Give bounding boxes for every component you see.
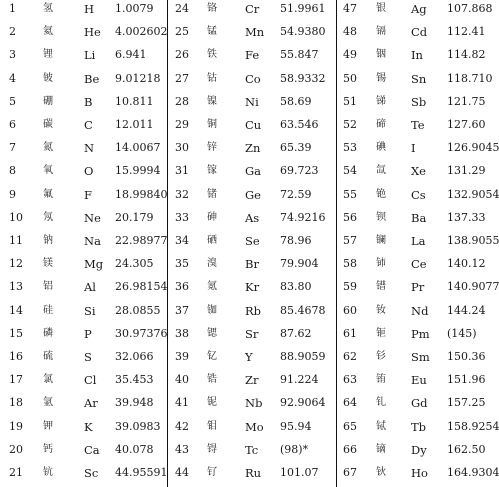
atomic-number: 3 bbox=[9, 48, 16, 62]
atomic-number: 57 bbox=[343, 234, 357, 247]
element-symbol: Tb bbox=[411, 419, 427, 434]
atomic-number: 8 bbox=[9, 164, 16, 178]
element-symbol: Ca bbox=[84, 442, 100, 457]
atomic-mass: 18.99840 bbox=[115, 187, 168, 201]
element-symbol: Te bbox=[411, 118, 425, 132]
atomic-number: 53 bbox=[343, 141, 357, 155]
element-name: 钆 bbox=[376, 397, 386, 409]
element-name: 氧 bbox=[43, 165, 53, 177]
element-name: 锂 bbox=[43, 49, 53, 61]
atomic-mass: 54.9380 bbox=[280, 25, 326, 39]
atomic-mass: 157.25 bbox=[447, 396, 486, 410]
element-symbol: Nd bbox=[411, 303, 429, 318]
element-name: 钾 bbox=[43, 420, 53, 432]
atomic-mass: 127.60 bbox=[447, 118, 486, 131]
column-divider bbox=[336, 0, 337, 487]
atomic-mass: 79.904 bbox=[280, 257, 319, 271]
element-name: 铜 bbox=[207, 119, 217, 130]
atomic-mass: 131.29 bbox=[447, 164, 486, 178]
element-symbol: Dy bbox=[411, 442, 427, 457]
atomic-mass: 65.39 bbox=[280, 141, 312, 155]
element-symbol: Sc bbox=[84, 466, 99, 480]
element-name: 镁 bbox=[43, 258, 53, 270]
element-symbol: Y bbox=[245, 350, 253, 364]
element-name: 钙 bbox=[43, 443, 53, 455]
atomic-number: 61 bbox=[343, 326, 357, 340]
atomic-number: 41 bbox=[175, 396, 189, 410]
atomic-number: 20 bbox=[9, 442, 23, 456]
element-name: 氩 bbox=[43, 397, 53, 409]
atomic-mass: 74.9216 bbox=[280, 210, 326, 224]
element-symbol: Ho bbox=[411, 466, 428, 480]
atomic-number: 10 bbox=[9, 210, 23, 224]
atomic-mass: 87.62 bbox=[280, 326, 312, 340]
element-symbol: Ga bbox=[245, 164, 262, 179]
element-symbol: H bbox=[84, 2, 95, 16]
atomic-mass: (98)* bbox=[280, 442, 309, 456]
element-name: 镨 bbox=[376, 281, 386, 293]
element-name: 铕 bbox=[376, 374, 386, 386]
element-name: 铌 bbox=[207, 397, 217, 409]
atomic-mass: 140.9077 bbox=[447, 280, 499, 294]
atomic-mass: 30.97376 bbox=[115, 326, 168, 340]
element-symbol: Mo bbox=[245, 419, 264, 434]
atomic-number: 64 bbox=[343, 396, 357, 410]
atomic-mass: 58.9332 bbox=[280, 71, 326, 85]
atomic-mass: 20.179 bbox=[115, 210, 154, 224]
element-name: 铟 bbox=[376, 49, 386, 61]
element-symbol: Zn bbox=[245, 141, 261, 156]
element-symbol: Co bbox=[245, 71, 261, 86]
atomic-number: 67 bbox=[343, 466, 357, 479]
element-name: 氯 bbox=[43, 374, 53, 386]
atomic-mass: 55.847 bbox=[280, 48, 319, 62]
element-symbol: Ag bbox=[411, 2, 427, 16]
element-symbol: Mg bbox=[84, 257, 104, 272]
element-name: 铈 bbox=[376, 258, 386, 270]
atomic-number: 51 bbox=[343, 94, 357, 108]
element-name: 锝 bbox=[207, 443, 217, 455]
element-symbol: Li bbox=[84, 48, 96, 63]
element-name: 硅 bbox=[43, 304, 53, 316]
element-symbol: Na bbox=[84, 234, 101, 248]
element-symbol: Ru bbox=[245, 466, 262, 480]
atomic-number: 1 bbox=[9, 2, 16, 15]
element-symbol: K bbox=[84, 419, 93, 434]
element-symbol: Pr bbox=[411, 280, 425, 295]
element-symbol: Pm bbox=[411, 326, 430, 341]
atomic-number: 19 bbox=[9, 419, 23, 433]
element-name: 铝 bbox=[43, 281, 53, 293]
element-symbol: Se bbox=[245, 234, 260, 248]
element-symbol: Nb bbox=[245, 396, 263, 411]
atomic-number: 30 bbox=[175, 141, 189, 155]
element-symbol: N bbox=[84, 141, 95, 156]
atomic-mass: 44.95591 bbox=[115, 466, 168, 479]
atomic-number: 50 bbox=[343, 71, 357, 85]
atomic-number: 29 bbox=[175, 118, 189, 131]
atomic-mass: 137.33 bbox=[447, 210, 486, 224]
atomic-number: 21 bbox=[9, 466, 23, 479]
atomic-mass: 101.07 bbox=[280, 466, 319, 479]
element-name: 氖 bbox=[43, 211, 53, 223]
atomic-mass: 22.98977 bbox=[115, 234, 168, 247]
atomic-number: 17 bbox=[9, 373, 23, 387]
atomic-mass: 158.9254 bbox=[447, 419, 499, 433]
atomic-number: 14 bbox=[9, 303, 23, 317]
element-symbol: Ne bbox=[84, 210, 101, 225]
element-name: 钐 bbox=[376, 351, 386, 362]
element-name: 钬 bbox=[376, 467, 386, 478]
atomic-number: 35 bbox=[175, 257, 189, 271]
atomic-mass: 58.69 bbox=[280, 94, 312, 108]
element-name: 钌 bbox=[207, 467, 217, 478]
element-symbol: Cd bbox=[411, 25, 428, 40]
element-symbol: B bbox=[84, 94, 93, 109]
element-name: 铷 bbox=[207, 304, 217, 316]
element-symbol: S bbox=[84, 350, 92, 364]
atomic-mass: 1.0079 bbox=[115, 2, 154, 15]
atomic-mass: 69.723 bbox=[280, 164, 319, 178]
atomic-mass: 114.82 bbox=[447, 48, 486, 62]
atomic-number: 12 bbox=[9, 257, 23, 271]
element-symbol: Cu bbox=[245, 118, 262, 132]
element-symbol: Si bbox=[84, 303, 96, 318]
element-symbol: Sb bbox=[411, 94, 427, 109]
element-name: 砷 bbox=[207, 211, 217, 223]
atomic-number: 65 bbox=[343, 419, 357, 433]
atomic-mass: 28.0855 bbox=[115, 303, 161, 317]
element-name: 氙 bbox=[376, 165, 386, 177]
element-name: 铽 bbox=[376, 420, 386, 432]
atomic-number: 27 bbox=[175, 71, 189, 85]
element-symbol: Tc bbox=[245, 442, 259, 457]
element-symbol: Cl bbox=[84, 373, 97, 388]
element-name: 锌 bbox=[207, 142, 217, 154]
element-name: 氦 bbox=[43, 26, 53, 38]
atomic-number: 26 bbox=[175, 48, 189, 62]
atomic-number: 56 bbox=[343, 210, 357, 224]
element-name: 锆 bbox=[207, 374, 217, 386]
atomic-number: 40 bbox=[175, 373, 189, 387]
element-symbol: Ni bbox=[245, 94, 259, 109]
atomic-number: 33 bbox=[175, 210, 189, 224]
atomic-number: 15 bbox=[9, 326, 23, 340]
element-name: 铍 bbox=[43, 72, 53, 84]
element-name: 硒 bbox=[207, 235, 217, 246]
atomic-mass: 132.9054 bbox=[447, 187, 499, 201]
atomic-number: 13 bbox=[9, 280, 23, 294]
element-symbol: F bbox=[84, 187, 92, 202]
atomic-mass: 63.546 bbox=[280, 118, 319, 131]
element-name: 铁 bbox=[207, 49, 217, 61]
atomic-number: 5 bbox=[9, 94, 16, 108]
atomic-mass: 140.12 bbox=[447, 257, 486, 271]
element-name: 镝 bbox=[376, 443, 386, 455]
atomic-mass: 78.96 bbox=[280, 234, 312, 247]
atomic-mass: 92.9064 bbox=[280, 396, 326, 410]
atomic-mass: 4.002602 bbox=[115, 25, 168, 39]
atomic-number: 7 bbox=[9, 141, 16, 155]
atomic-number: 24 bbox=[175, 2, 189, 15]
element-name: 钷 bbox=[376, 327, 386, 339]
atomic-mass: 88.9059 bbox=[280, 350, 326, 363]
atomic-number: 36 bbox=[175, 280, 189, 294]
element-symbol: He bbox=[84, 25, 101, 40]
element-symbol: Ce bbox=[411, 257, 427, 272]
element-name: 溴 bbox=[207, 258, 217, 270]
element-name: 碲 bbox=[376, 119, 386, 130]
element-name: 碳 bbox=[43, 119, 53, 130]
atomic-mass: 126.9045 bbox=[447, 141, 499, 155]
atomic-number: 28 bbox=[175, 94, 189, 108]
element-symbol: Xe bbox=[411, 164, 426, 179]
element-symbol: In bbox=[411, 48, 423, 63]
atomic-number: 43 bbox=[175, 442, 189, 456]
element-name: 氮 bbox=[43, 142, 53, 154]
atomic-number: 58 bbox=[343, 257, 357, 271]
atomic-mass: 9.01218 bbox=[115, 71, 161, 85]
element-symbol: Rb bbox=[245, 303, 262, 318]
atomic-number: 2 bbox=[9, 25, 16, 39]
atomic-number: 42 bbox=[175, 419, 189, 433]
element-symbol: Ge bbox=[245, 187, 261, 202]
element-name: 锡 bbox=[376, 72, 386, 84]
element-name: 氟 bbox=[43, 188, 53, 200]
atomic-number: 25 bbox=[175, 25, 189, 39]
atomic-mass: 83.80 bbox=[280, 280, 312, 294]
atomic-mass: 91.224 bbox=[280, 373, 319, 387]
element-symbol: Eu bbox=[411, 373, 427, 388]
element-symbol: Al bbox=[84, 280, 96, 295]
atomic-number: 60 bbox=[343, 303, 357, 317]
atomic-mass: 144.24 bbox=[447, 303, 486, 317]
element-name: 硼 bbox=[43, 95, 53, 107]
element-symbol: Cs bbox=[411, 187, 426, 202]
atomic-mass: 150.36 bbox=[447, 350, 486, 363]
element-symbol: C bbox=[84, 118, 93, 132]
atomic-mass: 72.59 bbox=[280, 187, 312, 201]
atomic-number: 37 bbox=[175, 303, 189, 317]
atomic-mass: 85.4678 bbox=[280, 303, 326, 317]
atomic-mass: 164.9304 bbox=[447, 466, 499, 479]
atomic-mass: 40.078 bbox=[115, 442, 154, 456]
element-name: 银 bbox=[376, 3, 386, 14]
atomic-mass: 151.96 bbox=[447, 373, 486, 387]
atomic-mass: 14.0067 bbox=[115, 141, 161, 155]
element-symbol: O bbox=[84, 164, 94, 179]
atomic-number: 63 bbox=[343, 373, 357, 387]
atomic-mass: 12.011 bbox=[115, 118, 154, 131]
element-symbol: Cr bbox=[245, 2, 260, 16]
element-name: 钕 bbox=[376, 304, 386, 316]
atomic-mass: 10.811 bbox=[115, 94, 154, 108]
element-symbol: Ba bbox=[411, 210, 427, 225]
element-name: 锗 bbox=[207, 188, 217, 200]
element-symbol: Kr bbox=[245, 280, 260, 295]
atomic-number: 49 bbox=[343, 48, 357, 62]
atomic-number: 34 bbox=[175, 234, 189, 247]
element-name: 镍 bbox=[207, 95, 217, 107]
element-symbol: Be bbox=[84, 71, 100, 86]
element-symbol: Gd bbox=[411, 396, 428, 411]
atomic-number: 38 bbox=[175, 326, 189, 340]
atomic-mass: 51.9961 bbox=[280, 2, 326, 15]
element-name: 锶 bbox=[207, 327, 217, 339]
atomic-mass: 15.9994 bbox=[115, 164, 161, 178]
element-name: 硫 bbox=[43, 351, 53, 362]
element-name: 氪 bbox=[207, 281, 217, 293]
atomic-number: 18 bbox=[9, 396, 23, 410]
element-name: 碘 bbox=[376, 142, 386, 154]
element-name: 钼 bbox=[207, 420, 217, 432]
atomic-mass: 107.868 bbox=[447, 2, 493, 15]
atomic-mass: 39.0983 bbox=[115, 419, 161, 433]
element-symbol: As bbox=[245, 210, 260, 225]
atomic-number: 55 bbox=[343, 187, 357, 201]
atomic-mass: 138.9055 bbox=[447, 234, 499, 247]
atomic-number: 54 bbox=[343, 164, 357, 178]
atomic-mass: 112.41 bbox=[447, 25, 486, 39]
element-name: 钇 bbox=[207, 351, 217, 362]
element-name: 镧 bbox=[376, 235, 386, 246]
atomic-number: 31 bbox=[175, 164, 189, 178]
atomic-mass: 121.75 bbox=[447, 94, 486, 108]
element-name: 钡 bbox=[376, 211, 386, 223]
element-name: 磷 bbox=[43, 327, 53, 339]
atomic-number: 62 bbox=[343, 350, 357, 363]
element-symbol: Fe bbox=[245, 48, 260, 63]
element-symbol: La bbox=[411, 234, 426, 248]
element-symbol: Ar bbox=[84, 396, 98, 411]
atomic-mass: 162.50 bbox=[447, 442, 486, 456]
element-symbol: Mn bbox=[245, 25, 265, 40]
element-name: 锰 bbox=[207, 26, 217, 38]
atomic-mass: 35.453 bbox=[115, 373, 154, 387]
atomic-number: 52 bbox=[343, 118, 357, 131]
element-symbol: Sr bbox=[245, 326, 259, 341]
element-symbol: Sn bbox=[411, 71, 427, 86]
atomic-mass: 32.066 bbox=[115, 350, 154, 363]
element-name: 镓 bbox=[207, 165, 217, 177]
atomic-number: 11 bbox=[9, 234, 23, 247]
atomic-number: 59 bbox=[343, 280, 357, 294]
element-symbol: Zr bbox=[245, 373, 259, 388]
atomic-mass: 95.94 bbox=[280, 419, 312, 433]
element-symbol: I bbox=[411, 141, 416, 156]
atomic-number: 4 bbox=[9, 71, 16, 85]
atomic-mass: 39.948 bbox=[115, 396, 154, 410]
element-name: 钪 bbox=[43, 467, 53, 478]
atomic-number: 16 bbox=[9, 350, 23, 363]
atomic-number: 9 bbox=[9, 187, 16, 201]
element-symbol: P bbox=[84, 326, 92, 341]
element-name: 钴 bbox=[207, 72, 217, 84]
atomic-number: 39 bbox=[175, 350, 189, 363]
atomic-mass: 24.305 bbox=[115, 257, 154, 271]
atomic-mass: 118.710 bbox=[447, 71, 493, 85]
atomic-number: 66 bbox=[343, 442, 357, 456]
element-name: 铯 bbox=[376, 188, 386, 200]
atomic-number: 48 bbox=[343, 25, 357, 39]
element-symbol: Br bbox=[245, 257, 259, 272]
atomic-mass: 26.98154 bbox=[115, 280, 168, 294]
atomic-number: 6 bbox=[9, 118, 16, 131]
element-name: 铬 bbox=[207, 3, 217, 14]
element-name: 钠 bbox=[43, 235, 53, 246]
atomic-number: 32 bbox=[175, 187, 189, 201]
element-name: 锑 bbox=[376, 95, 386, 107]
atomic-mass: (145) bbox=[447, 326, 477, 340]
atomic-mass: 6.941 bbox=[115, 48, 147, 62]
element-name: 氢 bbox=[43, 3, 53, 14]
atomic-number: 44 bbox=[175, 466, 189, 479]
element-symbol: Sm bbox=[411, 350, 430, 364]
element-name: 镉 bbox=[376, 26, 386, 38]
atomic-number: 47 bbox=[343, 2, 357, 15]
